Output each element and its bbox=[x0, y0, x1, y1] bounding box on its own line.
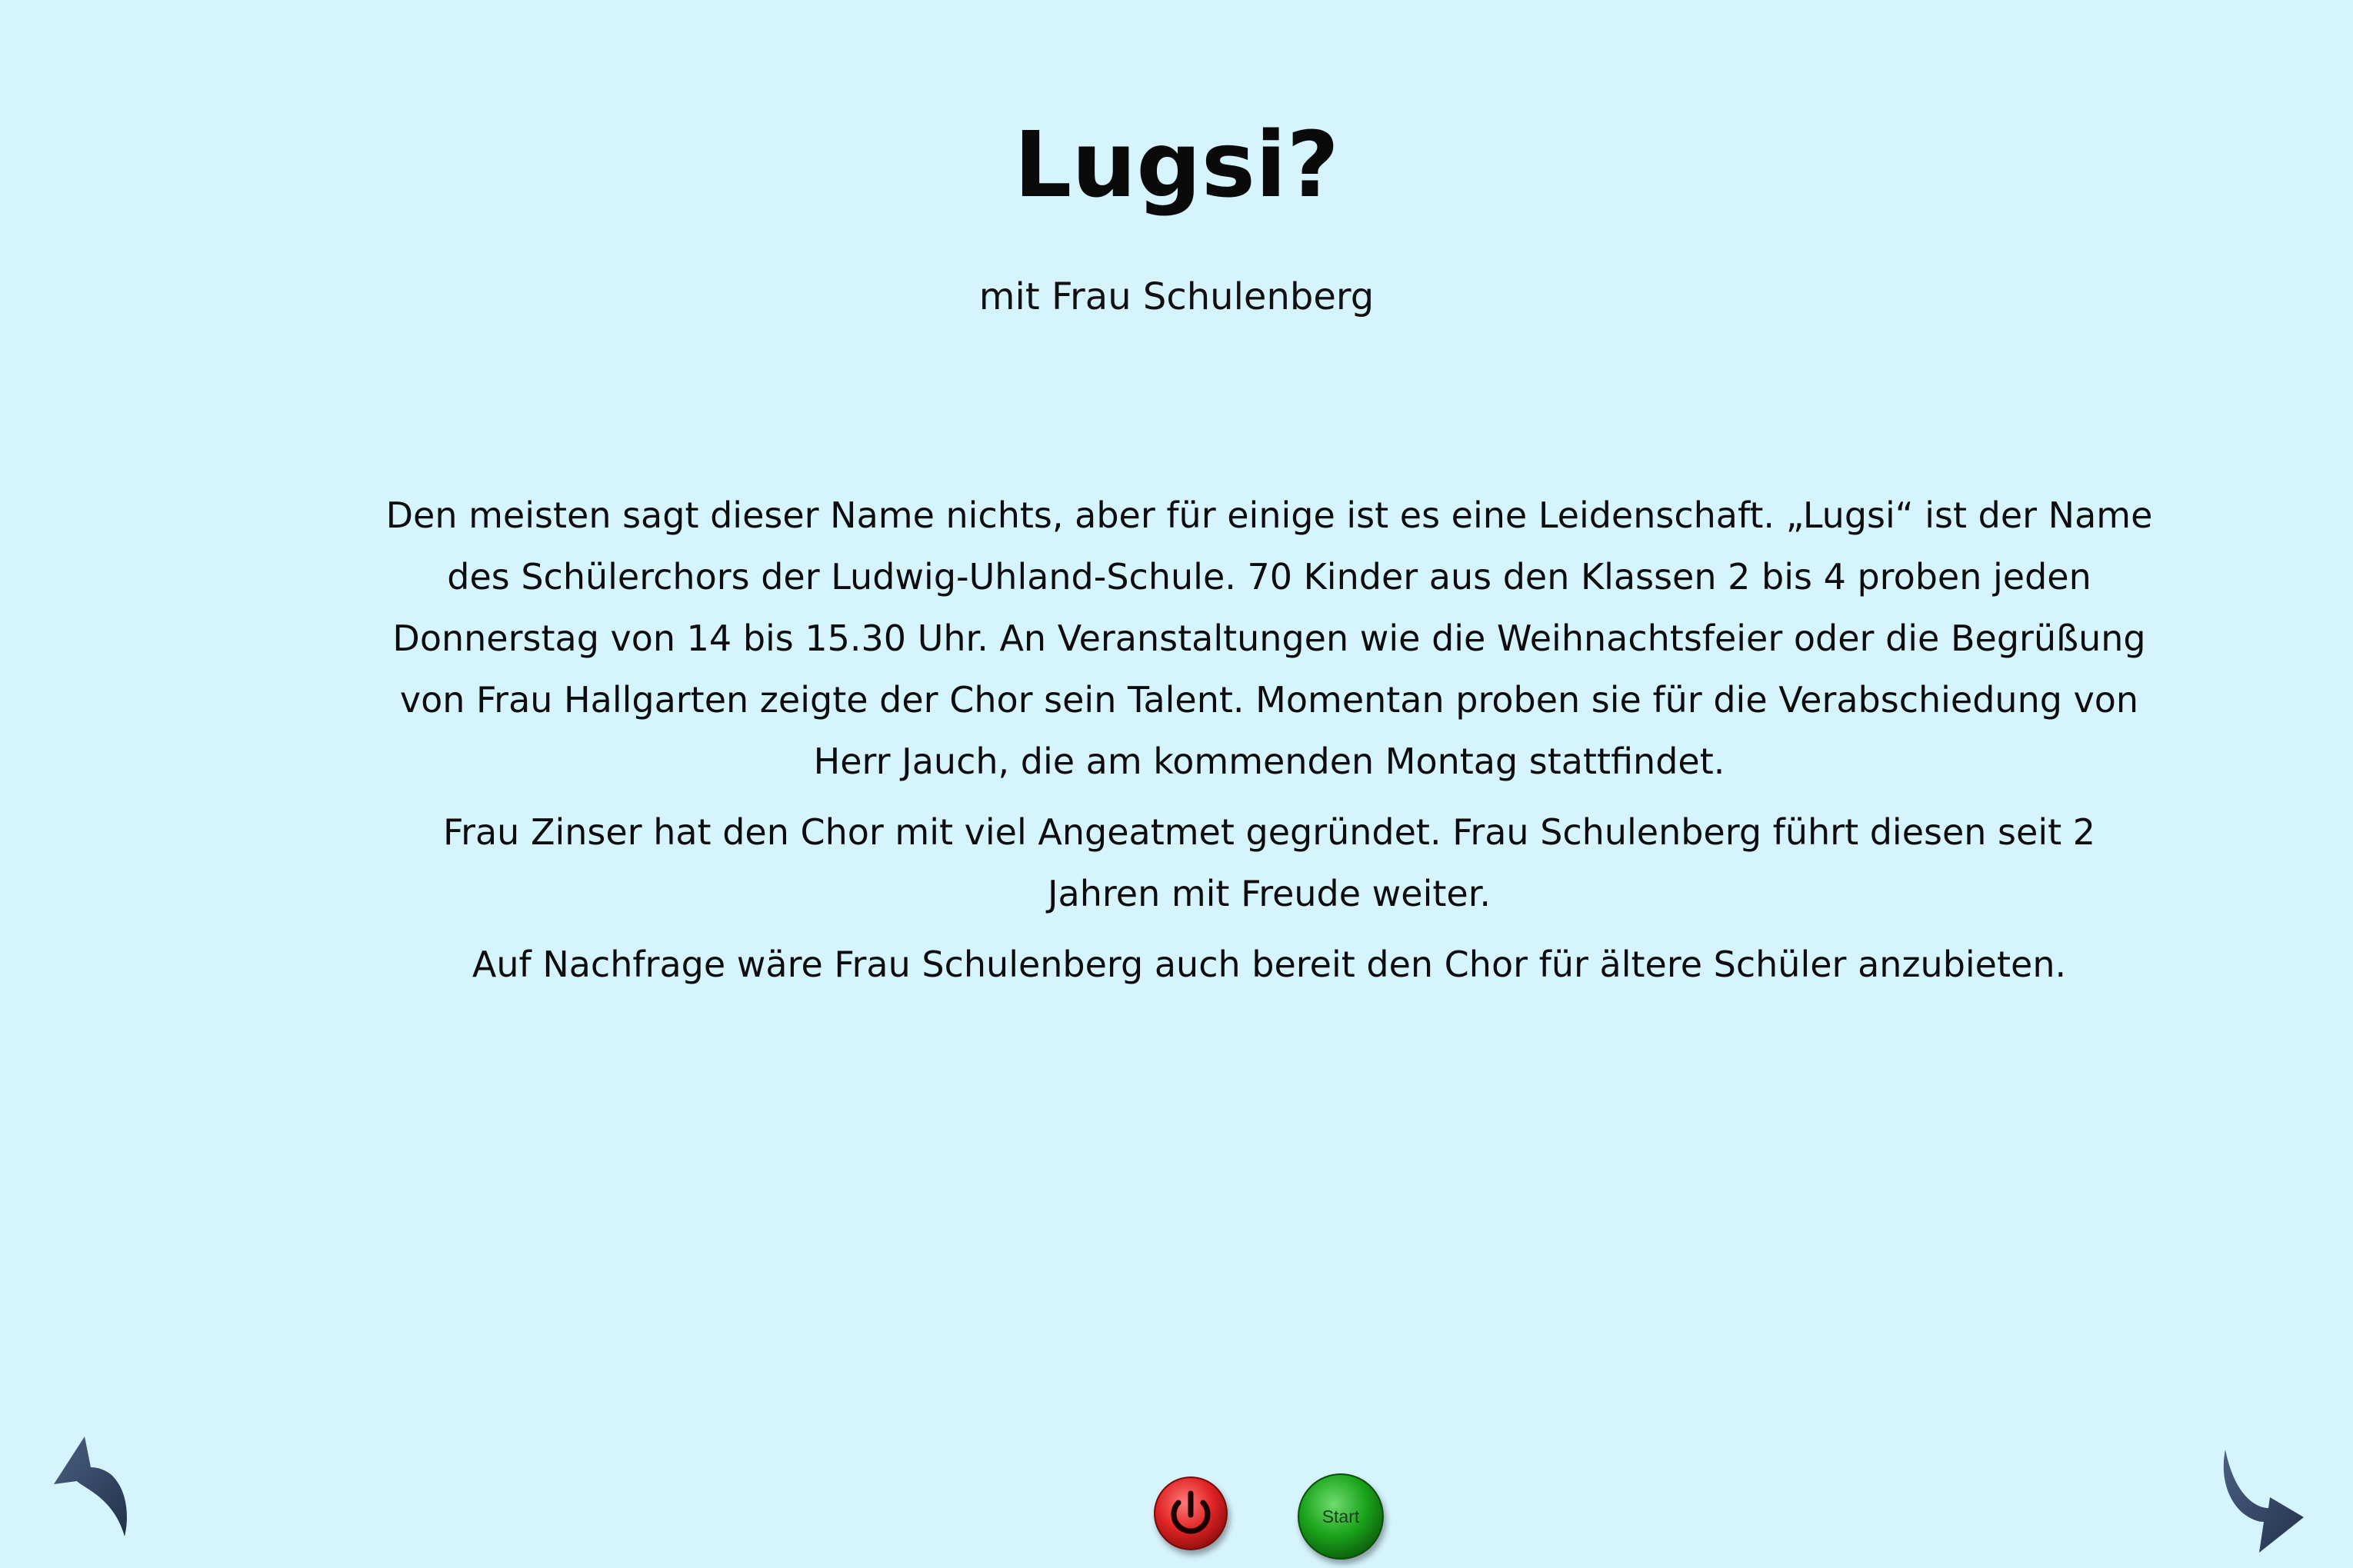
power-icon bbox=[1154, 1476, 1228, 1550]
page-subtitle: mit Frau Schulenberg bbox=[978, 275, 1375, 318]
article-paragraph-3: Auf Nachfrage wäre Frau Schulenberg auch bereit den Chor für ältere Schüler anzubieten. bbox=[472, 944, 2067, 985]
start-button-label: Start bbox=[1321, 1506, 1360, 1526]
forward-button[interactable] bbox=[2219, 1450, 2304, 1557]
back-button[interactable] bbox=[54, 1437, 138, 1544]
article-body bbox=[385, 484, 2154, 1004]
page-title: Lugsi? bbox=[1014, 112, 1339, 218]
curved-arrow-back-icon bbox=[54, 1437, 138, 1544]
article-paragraph-2: Frau Zinser hat den Chor mit viel Angeatmet gegründet. Frau Schulenberg führt diesen seit 2 Jahren mit Freude weiter. bbox=[442, 811, 2096, 914]
start-button[interactable] bbox=[1298, 1473, 1384, 1560]
curved-arrow-forward-icon bbox=[2219, 1450, 2304, 1557]
power-button[interactable] bbox=[1154, 1476, 1228, 1550]
article-paragraph-1: Den meisten sagt dieser Name nichts, aber für einige ist es eine Leidenschaft. „Lugsi“ ist der Name des Schülerchors der Ludwig-Uhland-Schule. 70 Kinder aus den Klassen 2 bis 4 proben jeden Donnerstag von 14 bis 15.30 Uhr. An Veranstaltungen wie die Weihnachtsfeier oder die Begrüßung von Frau Hallgarten zeigte der Chor sein Talent. Momentan proben sie für die Verabschiedung von Herr Jauch, die am kommenden Montag stattfindet. bbox=[385, 494, 2153, 782]
